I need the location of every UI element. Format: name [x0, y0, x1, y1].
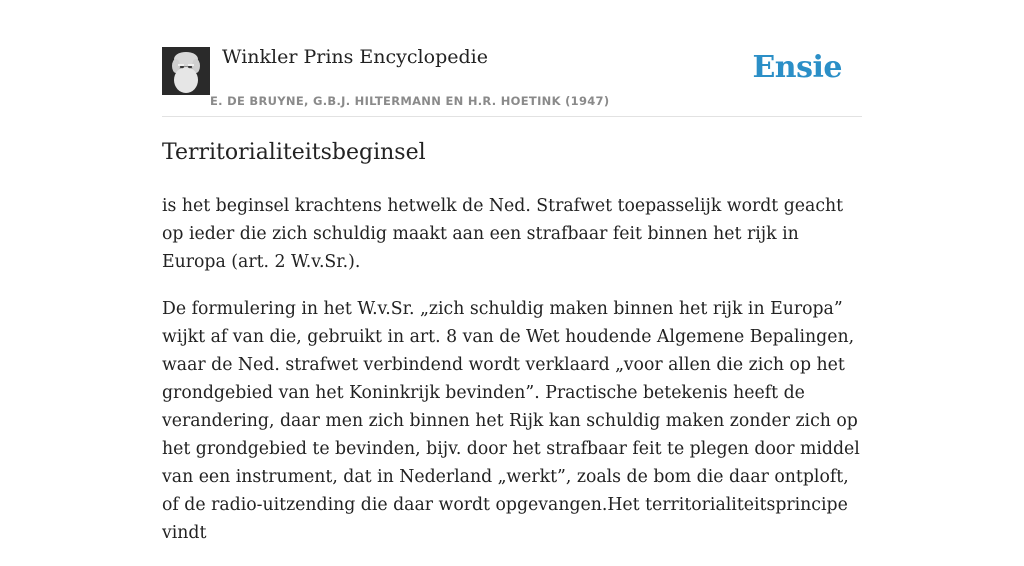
article-body: [162, 192, 862, 566]
article-title: Territorialiteitsbeginsel: [162, 140, 426, 165]
site-title[interactable]: Winkler Prins Encyclopedie: [222, 46, 488, 68]
authors-line: E. DE BRUYNE, G.B.J. HILTERMANN EN H.R. HOETINK (1947): [210, 94, 610, 108]
site-header: [162, 0, 862, 117]
page-container: [162, 0, 862, 543]
article-paragraph-2: De formulering in het W.v.Sr. „zich schuldig maken binnen het rijk in Europa” wijkt af van die, gebruikt in art. 8 van de Wet houdende Algemene Bepalingen, waar de Ned. strafwet verbindend wordt verklaard „voor allen die zich op het grondgebied van het Koninkrijk bevinden”. Practische betekenis heeft de verandering, daar men zich binnen het Rijk kan schuldig maken zonder zich op het grondgebied te bevinden, bijv. door het strafbaar feit te plegen door middel van een instrument, dat in Nederland „werkt”, zoals de bom die daar ontploft, of de radio-uitzending die daar wordt opgevangen.Het territorialiteitsprincipe vindt: [162, 299, 860, 543]
bearded-man-portrait-icon[interactable]: [162, 47, 210, 95]
article-paragraph-1: is het beginsel krachtens hetwelk de Ned. Strafwet toepasselijk wordt geacht op ieder die zich schuldig maakt aan een strafbaar feit binnen het rijk in Europa (art. 2 W.v.Sr.).: [162, 196, 844, 272]
avatar-image: [162, 47, 210, 95]
brand-logo[interactable]: Ensie: [752, 50, 842, 85]
